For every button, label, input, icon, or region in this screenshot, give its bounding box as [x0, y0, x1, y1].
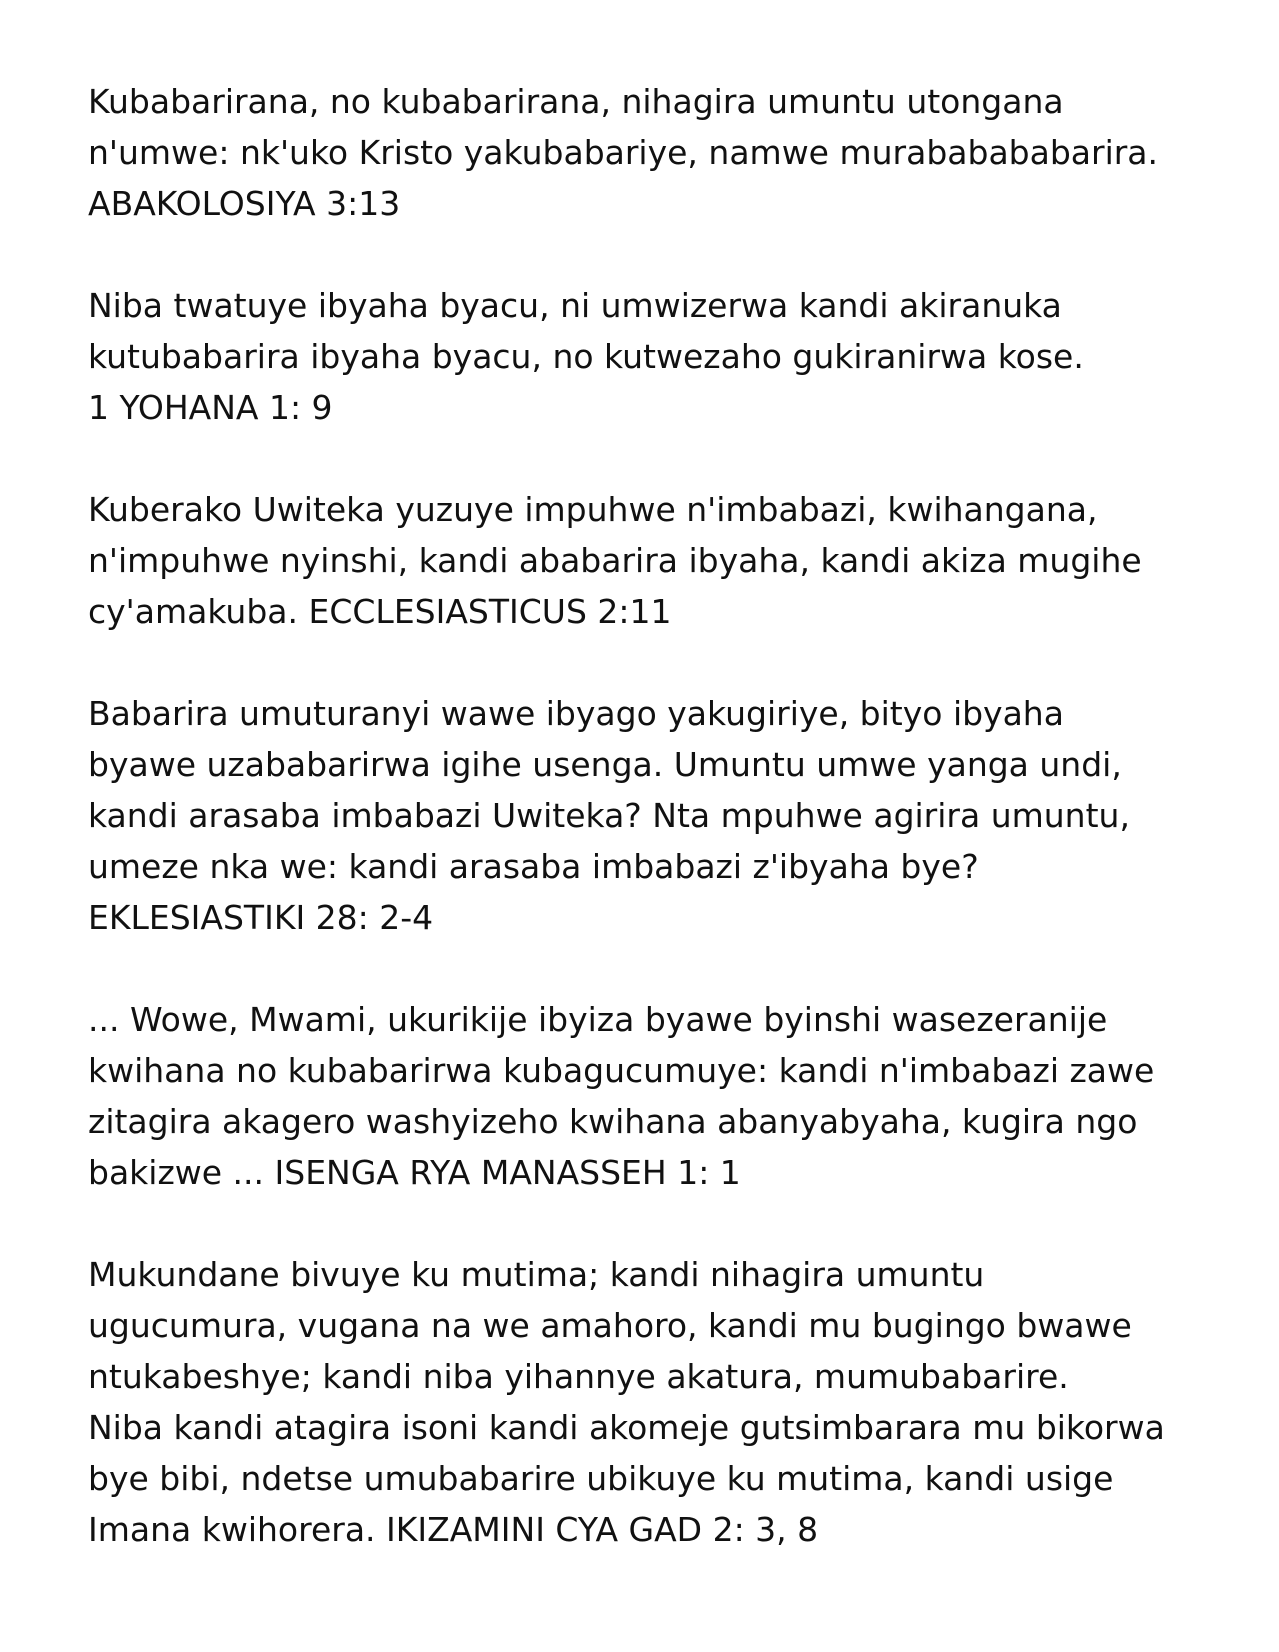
passage-gad: [88, 1249, 1228, 1555]
passage-1-yohana: [88, 280, 1228, 433]
passage-ecclesiasticus: [88, 484, 1228, 637]
text-line: n'impuhwe nyinshi, kandi ababarira ibyaha, kandi akiza mugihe: [88, 541, 1142, 580]
text-line: bakizwe ... ISENGA RYA MANASSEH 1: 1: [88, 1153, 741, 1192]
text-line: ... Wowe, Mwami, ukurikije ibyiza byawe byinshi wasezeranije: [88, 1000, 1108, 1039]
scripture-reference: ABAKOLOSIYA 3:13: [88, 184, 401, 223]
text-line: bye bibi, ndetse umubabarire ubikuye ku mutima, kandi usige: [88, 1459, 1114, 1498]
text-line: ntukabeshye; kandi niba yihannye akatura, mumubabarire.: [88, 1357, 1069, 1396]
text-line: Babarira umuturanyi wawe ibyago yakugiriye, bityo ibyaha: [88, 694, 1064, 733]
text-line: Niba twatuye ibyaha byacu, ni umwizerwa kandi akiranuka: [88, 286, 1062, 325]
text-line: zitagira akagero washyizeho kwihana abanyabyaha, kugira ngo: [88, 1102, 1138, 1141]
text-line: cy'amakuba. ECCLESIASTICUS 2:11: [88, 592, 672, 631]
text-line: Kuberako Uwiteka yuzuye impuhwe n'imbabazi, kwihangana,: [88, 490, 1098, 529]
text-line: Kubabarirana, no kubabarirana, nihagira umuntu utongana: [88, 82, 1064, 121]
text-line: ugucumura, vugana na we amahoro, kandi mu bugingo bwawe: [88, 1306, 1132, 1345]
passage-manasseh: [88, 994, 1228, 1198]
passage-eklesiastiki: [88, 688, 1228, 943]
text-line: n'umwe: nk'uko Kristo yakubabariye, namwe murababababarira.: [88, 133, 1159, 172]
text-line: Mukundane bivuye ku mutima; kandi nihagira umuntu: [88, 1255, 985, 1294]
passage-abakolosiya: [88, 76, 1228, 229]
scripture-reference: EKLESIASTIKI 28: 2-4: [88, 898, 434, 937]
text-line: Niba kandi atagira isoni kandi akomeje gutsimbarara mu bikorwa: [88, 1408, 1165, 1447]
text-line: kandi arasaba imbabazi Uwiteka? Nta mpuhwe agirira umuntu,: [88, 796, 1130, 835]
text-line: byawe uzababarirwa igihe usenga. Umuntu umwe yanga undi,: [88, 745, 1122, 784]
text-line: umeze nka we: kandi arasaba imbabazi z'ibyaha bye?: [88, 847, 979, 886]
text-line: kwihana no kubabarirwa kubagucumuye: kandi n'imbabazi zawe: [88, 1051, 1155, 1090]
text-line: kutubabarira ibyaha byacu, no kutwezaho gukiranirwa kose.: [88, 337, 1084, 376]
scripture-reference: 1 YOHANA 1: 9: [88, 388, 333, 427]
document-page: [88, 76, 1228, 1606]
text-line: Imana kwihorera. IKIZAMINI CYA GAD 2: 3, 8: [88, 1510, 819, 1549]
